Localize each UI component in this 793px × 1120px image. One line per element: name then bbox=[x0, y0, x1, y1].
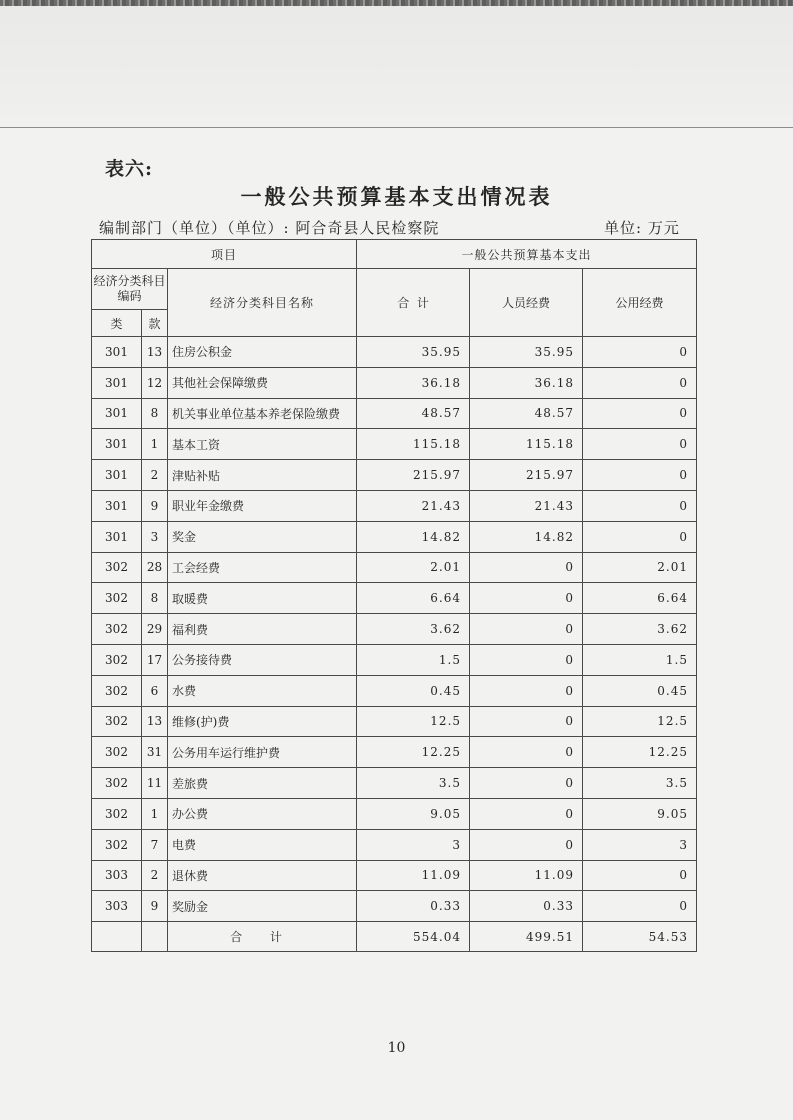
cell-lei: 302 bbox=[92, 644, 142, 675]
cell-kuan: 1 bbox=[142, 798, 168, 829]
cell-personnel: 115.18 bbox=[470, 429, 583, 460]
cell-personnel: 0 bbox=[470, 583, 583, 614]
header-kuan: 款 bbox=[142, 310, 168, 337]
header-project: 项目 bbox=[92, 240, 357, 269]
total-public: 54.53 bbox=[583, 922, 697, 952]
cell-lei: 302 bbox=[92, 675, 142, 706]
cell-name: 机关事业单位基本养老保险缴费 bbox=[168, 398, 357, 429]
cell-public: 1.5 bbox=[583, 644, 697, 675]
cell-kuan: 11 bbox=[142, 768, 168, 799]
cell-public: 12.25 bbox=[583, 737, 697, 768]
table-row bbox=[92, 552, 697, 583]
cell-name: 退休费 bbox=[168, 860, 357, 891]
cell-public: 0 bbox=[583, 490, 697, 521]
cell-total: 35.95 bbox=[357, 337, 470, 368]
cell-kuan: 8 bbox=[142, 398, 168, 429]
cell-kuan: 9 bbox=[142, 891, 168, 922]
cell-lei: 302 bbox=[92, 737, 142, 768]
scan-top-band bbox=[0, 0, 793, 128]
cell-kuan: 17 bbox=[142, 644, 168, 675]
cell-lei: 301 bbox=[92, 367, 142, 398]
cell-personnel: 0.33 bbox=[470, 891, 583, 922]
cell-name: 办公费 bbox=[168, 798, 357, 829]
header-public: 公用经费 bbox=[583, 269, 697, 337]
cell-total: 14.82 bbox=[357, 521, 470, 552]
cell-kuan: 2 bbox=[142, 860, 168, 891]
cell-lei: 302 bbox=[92, 768, 142, 799]
cell-lei: 301 bbox=[92, 460, 142, 491]
cell-kuan: 12 bbox=[142, 367, 168, 398]
cell-public: 0 bbox=[583, 429, 697, 460]
department-line: 编制部门（单位）（单位）: 阿合奇县人民检察院 bbox=[99, 219, 440, 237]
table-row bbox=[92, 891, 697, 922]
cell-public: 0.45 bbox=[583, 675, 697, 706]
header-personnel: 人员经费 bbox=[470, 269, 583, 337]
table-row bbox=[92, 583, 697, 614]
cell-lei: 301 bbox=[92, 521, 142, 552]
fold-line bbox=[0, 127, 793, 128]
table-row bbox=[92, 398, 697, 429]
cell-public: 3 bbox=[583, 829, 697, 860]
cell-lei: 301 bbox=[92, 398, 142, 429]
cell-kuan: 7 bbox=[142, 829, 168, 860]
cell-personnel: 0 bbox=[470, 614, 583, 645]
cell-personnel: 35.95 bbox=[470, 337, 583, 368]
scan-edge bbox=[0, 0, 793, 6]
page-number: 10 bbox=[387, 1040, 406, 1056]
cell-personnel: 0 bbox=[470, 768, 583, 799]
cell-name: 奖金 bbox=[168, 521, 357, 552]
cell-total: 21.43 bbox=[357, 490, 470, 521]
cell-total: 11.09 bbox=[357, 860, 470, 891]
cell-name: 工会经费 bbox=[168, 552, 357, 583]
table-body bbox=[92, 337, 697, 922]
table-row bbox=[92, 798, 697, 829]
total-sum: 554.04 bbox=[357, 922, 470, 952]
cell-kuan: 13 bbox=[142, 337, 168, 368]
cell-kuan: 28 bbox=[142, 552, 168, 583]
header-lei: 类 bbox=[92, 310, 142, 337]
cell-lei: 302 bbox=[92, 614, 142, 645]
cell-public: 0 bbox=[583, 398, 697, 429]
cell-personnel: 0 bbox=[470, 798, 583, 829]
cell-total: 3.62 bbox=[357, 614, 470, 645]
cell-total: 3.5 bbox=[357, 768, 470, 799]
cell-name: 差旅费 bbox=[168, 768, 357, 799]
table-row bbox=[92, 490, 697, 521]
cell-total: 48.57 bbox=[357, 398, 470, 429]
cell-lei: 302 bbox=[92, 583, 142, 614]
cell-personnel: 0 bbox=[470, 737, 583, 768]
cell-total: 1.5 bbox=[357, 644, 470, 675]
cell-name: 取暖费 bbox=[168, 583, 357, 614]
cell-public: 0 bbox=[583, 891, 697, 922]
cell-name: 公务接待费 bbox=[168, 644, 357, 675]
cell-personnel: 36.18 bbox=[470, 367, 583, 398]
cell-public: 0 bbox=[583, 860, 697, 891]
table-row bbox=[92, 337, 697, 368]
cell-public: 12.5 bbox=[583, 706, 697, 737]
cell-public: 0 bbox=[583, 367, 697, 398]
cell-personnel: 215.97 bbox=[470, 460, 583, 491]
cell-name: 津贴补贴 bbox=[168, 460, 357, 491]
table-row bbox=[92, 737, 697, 768]
cell-public: 3.5 bbox=[583, 768, 697, 799]
cell-name: 维修(护)费 bbox=[168, 706, 357, 737]
cell-personnel: 11.09 bbox=[470, 860, 583, 891]
cell-total: 12.5 bbox=[357, 706, 470, 737]
cell-total: 115.18 bbox=[357, 429, 470, 460]
cell-name: 职业年金缴费 bbox=[168, 490, 357, 521]
cell-total: 2.01 bbox=[357, 552, 470, 583]
total-empty-lei bbox=[92, 922, 142, 952]
cell-total: 0.33 bbox=[357, 891, 470, 922]
cell-personnel: 21.43 bbox=[470, 490, 583, 521]
cell-kuan: 2 bbox=[142, 460, 168, 491]
cell-kuan: 8 bbox=[142, 583, 168, 614]
header-econ-name: 经济分类科目名称 bbox=[168, 269, 357, 337]
cell-public: 0 bbox=[583, 521, 697, 552]
cell-name: 住房公积金 bbox=[168, 337, 357, 368]
cell-public: 3.62 bbox=[583, 614, 697, 645]
cell-personnel: 48.57 bbox=[470, 398, 583, 429]
cell-personnel: 0 bbox=[470, 552, 583, 583]
cell-lei: 301 bbox=[92, 490, 142, 521]
cell-personnel: 14.82 bbox=[470, 521, 583, 552]
cell-name: 电费 bbox=[168, 829, 357, 860]
table-row bbox=[92, 521, 697, 552]
header-budget: 一般公共预算基本支出 bbox=[357, 240, 697, 269]
cell-personnel: 0 bbox=[470, 644, 583, 675]
table-row bbox=[92, 860, 697, 891]
cell-personnel: 0 bbox=[470, 706, 583, 737]
cell-public: 2.01 bbox=[583, 552, 697, 583]
cell-name: 公务用车运行维护费 bbox=[168, 737, 357, 768]
cell-kuan: 29 bbox=[142, 614, 168, 645]
header-econ-code: 经济分类科目编码 bbox=[92, 269, 168, 310]
cell-total: 0.45 bbox=[357, 675, 470, 706]
table-row bbox=[92, 768, 697, 799]
cell-lei: 301 bbox=[92, 429, 142, 460]
cell-kuan: 1 bbox=[142, 429, 168, 460]
table-row bbox=[92, 460, 697, 491]
table-row bbox=[92, 429, 697, 460]
cell-total: 36.18 bbox=[357, 367, 470, 398]
cell-lei: 302 bbox=[92, 706, 142, 737]
cell-total: 3 bbox=[357, 829, 470, 860]
cell-total: 12.25 bbox=[357, 737, 470, 768]
total-row bbox=[92, 922, 697, 952]
header-total: 合 计 bbox=[357, 269, 470, 337]
cell-total: 9.05 bbox=[357, 798, 470, 829]
cell-public: 0 bbox=[583, 337, 697, 368]
table-label: 表六: bbox=[105, 158, 154, 180]
cell-name: 福利费 bbox=[168, 614, 357, 645]
cell-public: 9.05 bbox=[583, 798, 697, 829]
table-row bbox=[92, 706, 697, 737]
cell-personnel: 0 bbox=[470, 829, 583, 860]
cell-kuan: 3 bbox=[142, 521, 168, 552]
page-title: 一般公共预算基本支出情况表 bbox=[240, 184, 553, 209]
cell-lei: 303 bbox=[92, 860, 142, 891]
cell-total: 215.97 bbox=[357, 460, 470, 491]
cell-kuan: 13 bbox=[142, 706, 168, 737]
cell-lei: 303 bbox=[92, 891, 142, 922]
cell-lei: 302 bbox=[92, 552, 142, 583]
unit-label: 单位: 万元 bbox=[604, 219, 680, 237]
cell-name: 奖励金 bbox=[168, 891, 357, 922]
cell-kuan: 9 bbox=[142, 490, 168, 521]
total-personnel: 499.51 bbox=[470, 922, 583, 952]
cell-lei: 302 bbox=[92, 829, 142, 860]
cell-lei: 301 bbox=[92, 337, 142, 368]
table-row bbox=[92, 829, 697, 860]
cell-personnel: 0 bbox=[470, 675, 583, 706]
table-row bbox=[92, 675, 697, 706]
cell-name: 水费 bbox=[168, 675, 357, 706]
table-row bbox=[92, 614, 697, 645]
cell-name: 其他社会保障缴费 bbox=[168, 367, 357, 398]
table-row bbox=[92, 644, 697, 675]
cell-public: 6.64 bbox=[583, 583, 697, 614]
cell-total: 6.64 bbox=[357, 583, 470, 614]
cell-kuan: 6 bbox=[142, 675, 168, 706]
total-label: 合 计 bbox=[168, 922, 357, 952]
cell-name: 基本工资 bbox=[168, 429, 357, 460]
cell-lei: 302 bbox=[92, 798, 142, 829]
table-row bbox=[92, 367, 697, 398]
cell-kuan: 31 bbox=[142, 737, 168, 768]
cell-public: 0 bbox=[583, 460, 697, 491]
budget-table bbox=[91, 239, 697, 952]
total-empty-kuan bbox=[142, 922, 168, 952]
